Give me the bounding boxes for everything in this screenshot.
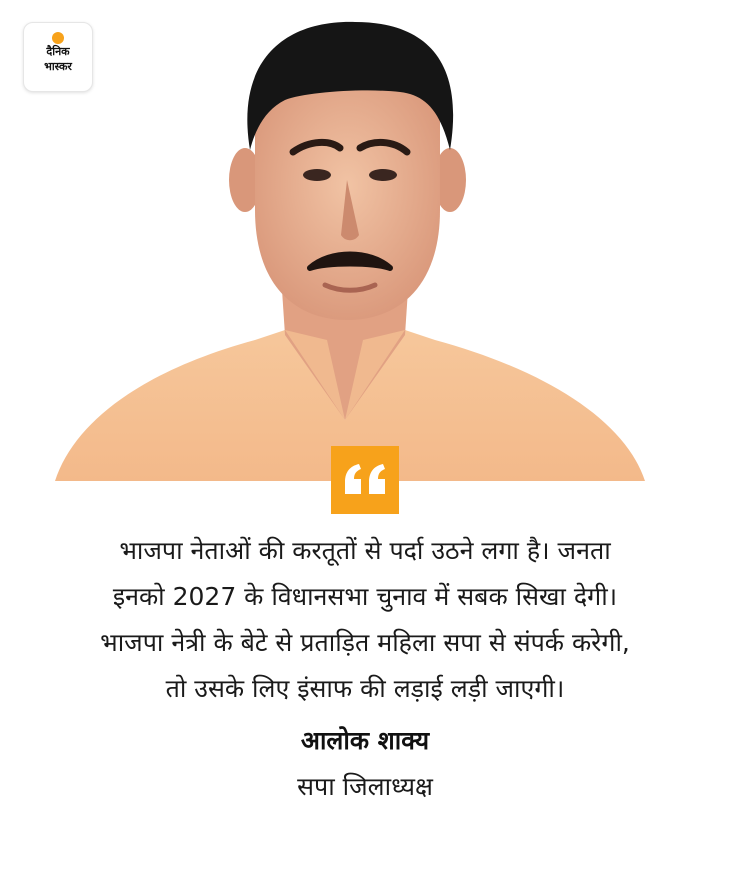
quote-line: इनको 2027 के विधानसभा चुनाव में सबक सिखा देगी। <box>112 582 618 611</box>
quote-line: भाजपा नेताओं की करतूतों से पर्दा उठने लगा है। जनता <box>119 536 611 565</box>
author-role: सपा जिलाध्यक्ष <box>297 772 433 801</box>
logo-text-line1: दैनिक <box>46 45 70 58</box>
quote-line: भाजपा नेत्री के बेटे से प्रताड़ित महिला सपा से संपर्क करेगी, <box>100 628 630 657</box>
logo-text-line2: भास्कर <box>44 60 72 73</box>
person-portrait <box>55 0 645 481</box>
quote-open-icon <box>331 446 399 514</box>
quote-badge <box>331 446 399 514</box>
author-name: आलोक शाक्य <box>300 726 430 755</box>
quote-text <box>25 528 705 712</box>
quote-line: तो उसके लिए इंसाफ की लड़ाई लड़ी जाएगी। <box>165 674 565 703</box>
